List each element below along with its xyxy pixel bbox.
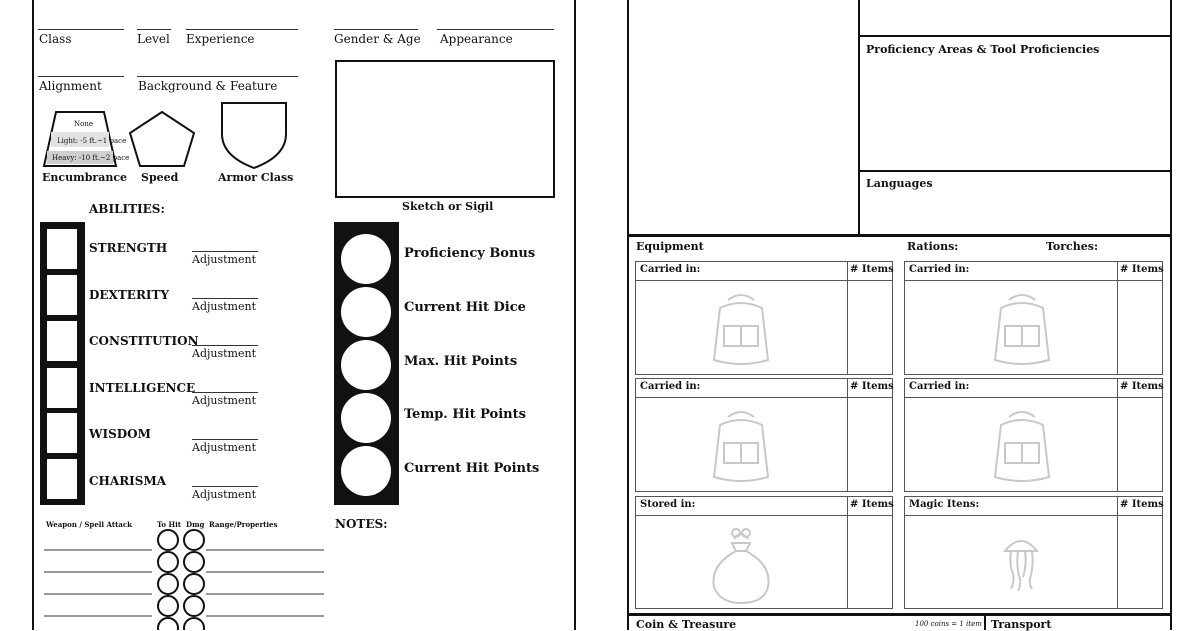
bottom-divider <box>984 613 986 630</box>
to-hit-header: To Hit <box>157 520 182 529</box>
charisma-adjustment-label: Adjustment <box>192 488 256 501</box>
prof-top-rule <box>858 35 1172 37</box>
sketch-box[interactable] <box>335 60 555 198</box>
coins-note: 100 coins = 1 item <box>915 620 982 628</box>
ability-dexterity: DEXTERITY <box>89 288 170 302</box>
strength-adjustment-label: Adjustment <box>192 253 256 266</box>
abilities-heading: ABILITIES: <box>89 202 165 216</box>
container-4[interactable] <box>904 378 1163 492</box>
proficiency-bonus-circle[interactable] <box>341 234 391 284</box>
vital-current-hit-dice: Current Hit Dice <box>404 300 526 315</box>
container-5-label: Stored in: <box>640 499 696 510</box>
ability-intelligence: INTELLIGENCE <box>89 381 196 395</box>
temp-hit-points-circle[interactable] <box>341 393 391 443</box>
intelligence-adjustment-label: Adjustment <box>192 394 256 407</box>
proficiency-areas-label: Proficiency Areas & Tool Proficiencies <box>866 43 1100 56</box>
container-5[interactable] <box>635 496 893 609</box>
left-page-border <box>32 0 34 630</box>
encumbrance-label: Encumbrance <box>42 171 128 184</box>
container-4-label: Carried in: <box>909 381 970 392</box>
speed-label: Speed <box>141 171 179 184</box>
notes-label: NOTES: <box>335 517 388 531</box>
coins-label: Coin & Treasure <box>636 618 737 631</box>
encumbrance-light: Light: -5 ft.~1 pace <box>57 137 127 145</box>
encumbrance-heavy: Heavy: -10 ft.~2 pace <box>52 154 130 162</box>
equipment-top-rule <box>627 234 1172 237</box>
transport-label: Transport <box>991 618 1052 631</box>
current-hit-points-circle[interactable] <box>341 446 391 496</box>
container-1[interactable] <box>635 261 893 375</box>
wisdom-score-box[interactable] <box>47 413 77 453</box>
gender-age-field-label: Gender & Age <box>334 32 421 46</box>
alignment-field-label: Alignment <box>39 79 102 93</box>
container-3[interactable] <box>635 378 893 492</box>
attack-rows[interactable] <box>44 528 328 630</box>
languages-label: Languages <box>866 177 933 190</box>
container-6-label: Magic Itens: <box>909 499 980 510</box>
vital-max-hit-points: Max. Hit Points <box>404 354 518 369</box>
container-3-label: Carried in: <box>640 381 701 392</box>
sketch-label: Sketch or Sigil <box>402 200 494 213</box>
vital-current-hit-points: Current Hit Points <box>404 461 540 476</box>
encumbrance-none: None <box>74 120 93 128</box>
ability-constitution: CONSTITUTION <box>89 334 199 348</box>
background-field-label: Background & Feature <box>138 79 278 93</box>
level-field-label: Level <box>137 32 170 46</box>
backpack-icon <box>706 407 776 485</box>
ability-wisdom: WISDOM <box>89 427 151 441</box>
equipment-label: Equipment <box>636 240 704 253</box>
container-6-items: # Items <box>1120 499 1164 510</box>
backpack-icon <box>987 290 1057 368</box>
intelligence-score-box[interactable] <box>47 368 77 408</box>
rations-label: Rations: <box>907 240 959 253</box>
ability-strength: STRENGTH <box>89 241 168 255</box>
torches-label: Torches: <box>1046 240 1099 253</box>
container-5-items: # Items <box>850 499 894 510</box>
jellyfish-icon <box>1001 535 1041 595</box>
max-hit-points-circle[interactable] <box>341 340 391 390</box>
ability-charisma: CHARISMA <box>89 474 167 488</box>
container-2[interactable] <box>904 261 1163 375</box>
bottom-rule <box>627 613 1172 616</box>
dexterity-adjustment-label: Adjustment <box>192 300 256 313</box>
appearance-field-label: Appearance <box>440 32 513 46</box>
right-page-border-left <box>627 0 629 630</box>
constitution-score-box[interactable] <box>47 321 77 361</box>
backpack-icon <box>706 290 776 368</box>
backpack-icon <box>987 407 1057 485</box>
vitals-column <box>334 222 399 505</box>
vital-temp-hit-points: Temp. Hit Points <box>404 407 526 422</box>
lang-top-rule <box>858 170 1172 172</box>
constitution-adjustment-label: Adjustment <box>192 347 256 360</box>
dexterity-score-box[interactable] <box>47 275 77 315</box>
speed-pentagon-icon[interactable] <box>127 110 197 168</box>
weapon-attack-header: Weapon / Spell Attack <box>46 520 132 529</box>
strength-score-box[interactable] <box>47 229 77 269</box>
container-1-label: Carried in: <box>640 264 701 275</box>
wisdom-adjustment-label: Adjustment <box>192 441 256 454</box>
right-page-border-right <box>1170 0 1172 630</box>
armor-class-shield-icon[interactable] <box>219 100 289 170</box>
experience-field-label: Experience <box>186 32 255 46</box>
container-6[interactable] <box>904 496 1163 609</box>
container-3-items: # Items <box>850 381 894 392</box>
container-1-items: # Items <box>850 264 894 275</box>
vital-proficiency-bonus: Proficiency Bonus <box>404 246 536 261</box>
class-field-label: Class <box>39 32 72 46</box>
container-2-label: Carried in: <box>909 264 970 275</box>
armor-class-label: Armor Class <box>218 171 294 184</box>
container-4-items: # Items <box>1120 381 1164 392</box>
charisma-score-box[interactable] <box>47 459 77 499</box>
container-2-items: # Items <box>1120 264 1164 275</box>
range-header: Range/Properties <box>209 520 278 529</box>
dmg-header: Dmg <box>186 520 205 529</box>
ability-score-column <box>40 222 85 505</box>
current-hit-dice-circle[interactable] <box>341 287 391 337</box>
left-page-border-right <box>574 0 576 630</box>
coin-sack-icon <box>706 525 776 605</box>
